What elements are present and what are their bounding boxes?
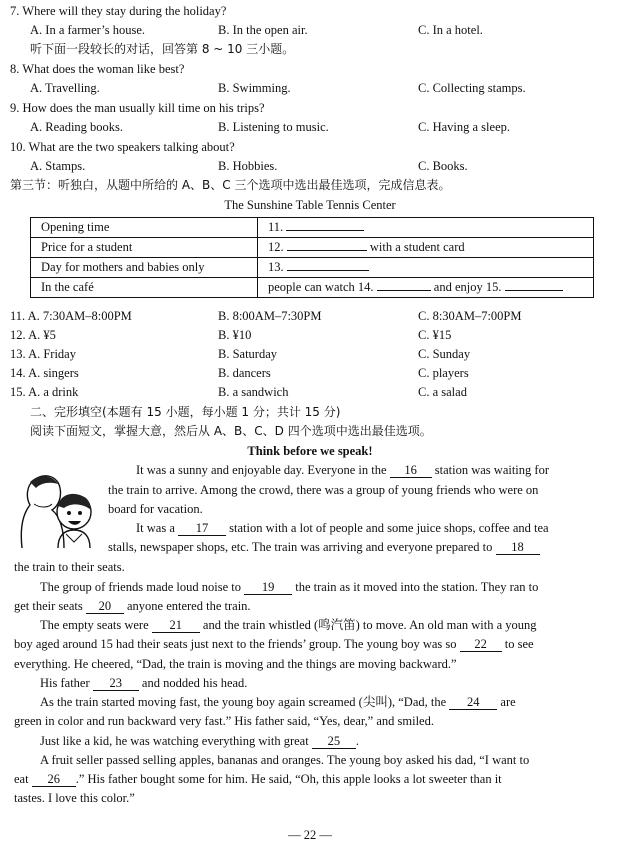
passage-line: As the train started moving fast, the young boy again screamed (尖叫), “Dad, the 24 are — [40, 695, 516, 709]
q7-option-b: B. In the open air. — [218, 23, 308, 37]
table-answer: 13. — [258, 258, 594, 278]
q9-option-c: C. Having a sleep. — [418, 120, 510, 134]
q9-option-a: A. Reading books. — [30, 120, 124, 134]
blank-24[interactable]: 24 — [449, 696, 497, 710]
option-row-11: 11. A. 7:30AM–8:00PM — [10, 309, 132, 323]
option-row-14: 14. A. singers — [10, 366, 79, 380]
instruction-8-10: 听下面一段较长的对话，回答第 8 ~ 10 三小题。 — [30, 42, 295, 56]
passage-line: His father 23 and nodded his head. — [40, 676, 248, 690]
q9-option-b: B. Listening to music. — [218, 120, 329, 134]
option-12-b: B. ¥10 — [218, 328, 252, 342]
passage-line: green in color and run backward very fast.” His father said, “Yes, dear,” and smiled. — [14, 714, 434, 728]
q10-option-a: A. Stamps. — [30, 159, 86, 173]
passage-line: A fruit seller passed selling apples, bananas and oranges. The young boy asked his dad, “I want to — [40, 753, 530, 767]
passage-line: get their seats 20 anyone entered the train. — [14, 599, 251, 613]
table-row — [31, 278, 594, 298]
option-12-c: C. ¥15 — [418, 328, 452, 342]
option-row-13: 13. A. Friday — [10, 347, 76, 361]
blank-26[interactable]: 26 — [32, 773, 76, 787]
option-14-c: C. players — [418, 366, 469, 380]
table-label: Day for mothers and babies only — [31, 258, 258, 278]
father-son-illustration — [12, 470, 102, 550]
question-7: 7. Where will they stay during the holiday? — [10, 4, 227, 18]
blank-23[interactable]: 23 — [93, 677, 139, 691]
passage-line: stalls, newspaper shops, etc. The train was arriving and everyone prepared to 18 — [108, 540, 540, 555]
option-row-15: 15. A. a drink — [10, 385, 79, 399]
option-15-c: C. a salad — [418, 385, 467, 399]
question-9: 9. How does the man usually kill time on his trips? — [10, 101, 265, 115]
option-11-b: B. 8:00AM–7:30PM — [218, 309, 322, 323]
option-13-c: C. Sunday — [418, 347, 471, 361]
blank-25[interactable]: 25 — [312, 735, 356, 749]
table-answer: 12. with a student card — [258, 238, 594, 258]
passage-line: the train to arrive. Among the crowd, there was a group of young friends who were on — [108, 483, 539, 497]
blank-18[interactable]: 18 — [496, 541, 540, 555]
table-row — [31, 258, 594, 278]
blank-20[interactable]: 20 — [86, 600, 124, 614]
q10-option-b: B. Hobbies. — [218, 159, 278, 173]
blank-19[interactable]: 19 — [244, 581, 292, 595]
option-row-12: 12. A. ¥5 — [10, 328, 56, 342]
blank-21[interactable]: 21 — [152, 619, 200, 633]
option-11-c: C. 8:30AM–7:00PM — [418, 309, 522, 323]
blank-22[interactable]: 22 — [460, 638, 502, 652]
passage-line: The group of friends made loud noise to 19 the train as it moved into the station. They ran to — [40, 580, 539, 594]
question-8: 8. What does the woman like best? — [10, 62, 185, 76]
passage-line: Just like a kid, he was watching everything with great 25 . — [40, 734, 359, 748]
q7-option-c: C. In a hotel. — [418, 23, 483, 37]
q8-option-a: A. Travelling. — [30, 81, 100, 95]
q10-option-c: C. Books. — [418, 159, 468, 173]
table-title: The Sunshine Table Tennis Center — [224, 198, 396, 212]
q8-option-b: B. Swimming. — [218, 81, 291, 95]
cloze-heading: 二、完形填空(本题有 15 小题，每小题 1 分；共计 15 分) — [30, 405, 341, 419]
option-13-b: B. Saturday — [218, 347, 278, 361]
section3-title: 第三节：听独白，从题中所给的 A、B、C 三个选项中选出最佳选项，完成信息表。 — [10, 178, 451, 192]
option-15-b: B. a sandwich — [218, 385, 289, 399]
passage-line: the train to their seats. — [14, 560, 125, 574]
passage-line: boy aged around 15 had their seats just next to the friends’ group. The young boy was so 22 to see — [14, 637, 534, 651]
passage-title: Think before we speak! — [247, 444, 373, 458]
info-table — [30, 217, 594, 298]
passage-line: board for vacation. — [108, 502, 203, 516]
blank-16[interactable]: 16 — [390, 464, 432, 478]
passage-line: It was a sunny and enjoyable day. Everyone in the 16 station was waiting for — [136, 463, 549, 477]
passage-line: tastes. I love this color.” — [14, 791, 135, 805]
table-row — [31, 218, 594, 238]
passage-line: It was a 17 station with a lot of people and some juice shops, coffee and tea — [136, 521, 549, 535]
cloze-instruction: 阅读下面短文，掌握大意，然后从 A、B、C、D 四个选项中选出最佳选项。 — [30, 424, 432, 438]
option-14-b: B. dancers — [218, 366, 271, 380]
table-answer: people can watch 14. and enjoy 15. — [258, 278, 594, 298]
question-10: 10. What are the two speakers talking about? — [10, 140, 235, 154]
passage-line: The empty seats were 21 and the train whistled (鸣汽笛) to move. An old man with a young — [40, 618, 537, 632]
table-label: In the café — [31, 278, 258, 298]
q7-option-a: A. In a farmer’s house. — [30, 23, 146, 37]
table-answer: 11. — [258, 218, 594, 238]
passage-line: everything. He cheered, “Dad, the train is moving and the things are moving backward.” — [14, 657, 457, 671]
q8-option-c: C. Collecting stamps. — [418, 81, 526, 95]
table-row — [31, 238, 594, 258]
passage-line: eat 26 .” His father bought some for him. He said, “Oh, this apple looks a lot sweeter than it — [14, 772, 502, 786]
table-label: Opening time — [31, 218, 258, 238]
table-label: Price for a student — [31, 238, 258, 258]
blank-17[interactable]: 17 — [178, 522, 226, 536]
page-number: — 22 — — [288, 828, 332, 842]
